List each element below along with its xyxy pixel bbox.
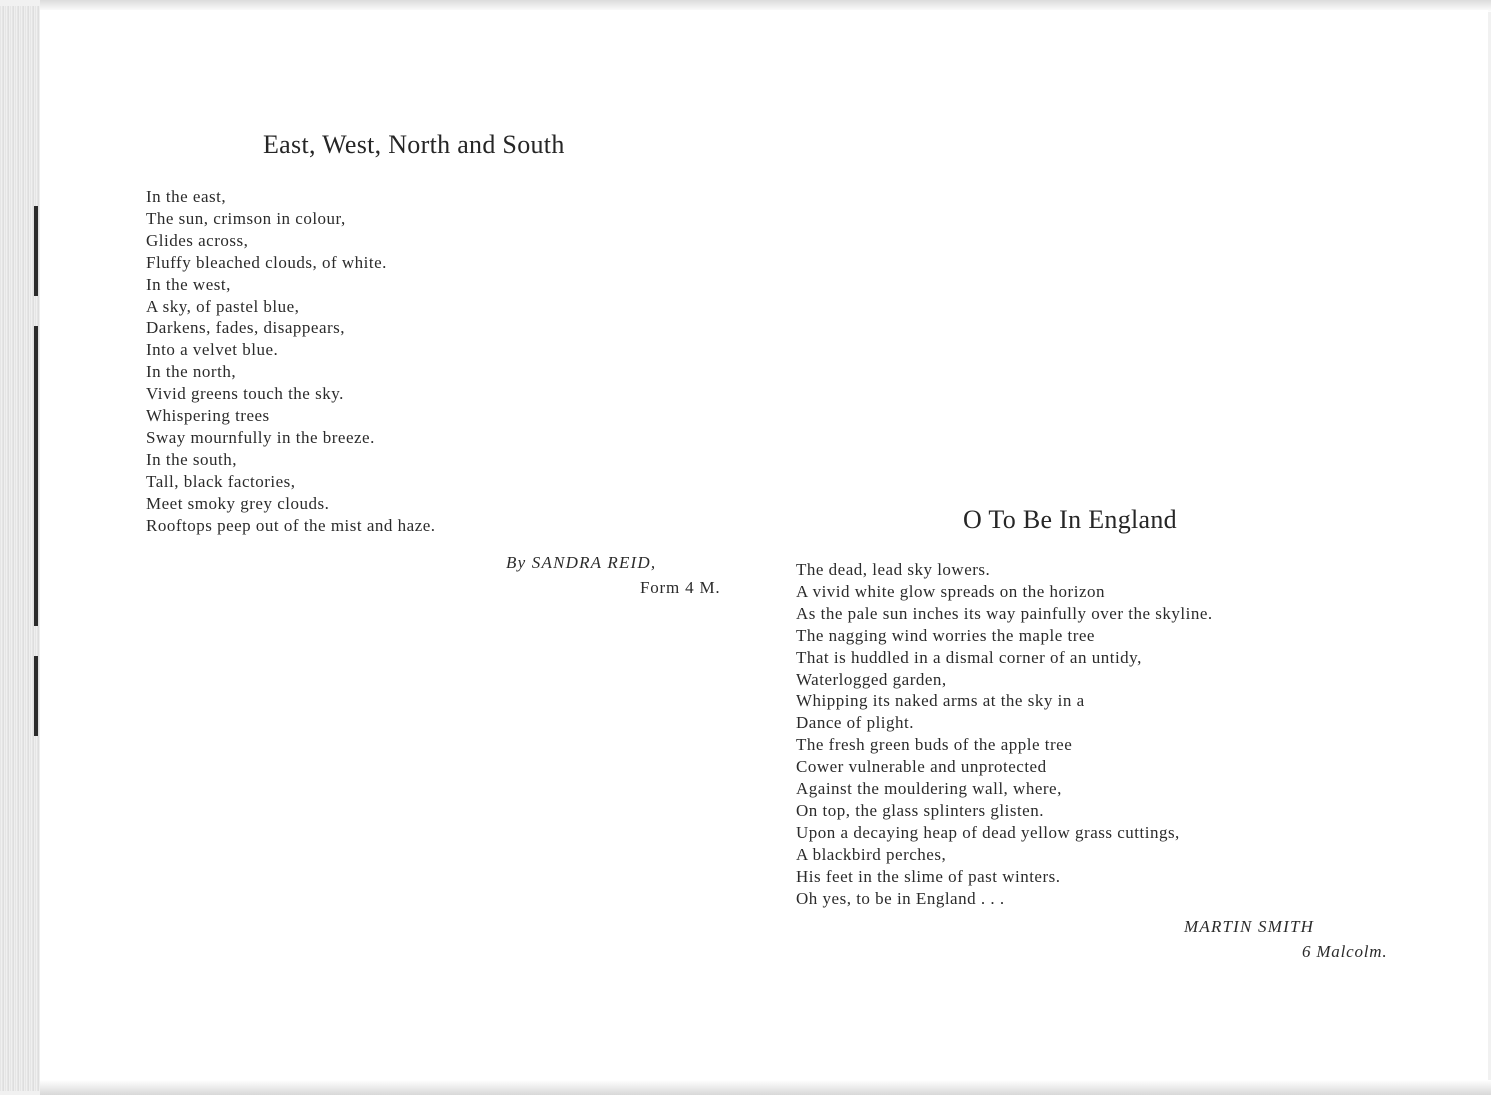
poem2-line: As the pale sun inches its way painfully over the skyline. — [796, 603, 1213, 623]
poem1-line: In the south, — [146, 449, 238, 469]
poem1-body — [146, 186, 436, 537]
page-bottom-shadow — [40, 1080, 1491, 1095]
poem2-line: The nagging wind worries the maple tree — [796, 625, 1095, 645]
poem1-line: Tall, black factories, — [146, 471, 296, 491]
poem1-line: In the west, — [146, 274, 231, 294]
poem1-line: In the east, — [146, 187, 227, 206]
poem1-line: Darkens, fades, disappears, — [146, 318, 346, 338]
poem1-line: A sky, of pastel blue, — [146, 296, 300, 316]
poem2-line: Dance of plight. — [796, 713, 914, 733]
poem2-line: Against the mouldering wall, where, — [796, 779, 1062, 799]
poem1-title: East, West, North and South — [263, 130, 565, 159]
poem2-line: Oh yes, to be in England . . . — [796, 888, 1005, 908]
page-edge-mark — [34, 326, 38, 626]
poem1-line: Into a velvet blue. — [146, 340, 279, 360]
poem1-line: Rooftops peep out of the mist and haze. — [146, 515, 436, 535]
poem2-form: 6 Malcolm. — [1302, 942, 1388, 961]
book-page-edge — [0, 6, 40, 1091]
poem2-line: Cower vulnerable and unprotected — [796, 757, 1047, 777]
poem1-line: In the north, — [146, 362, 237, 382]
poem1-line: Whispering trees — [146, 406, 270, 426]
poem1-author: By SANDRA REID, — [506, 553, 657, 572]
poem1-line: Fluffy bleached clouds, of white. — [146, 252, 387, 272]
poem2-line: The dead, lead sky lowers. — [796, 560, 991, 579]
poem2-line: Waterlogged garden, — [796, 669, 947, 689]
page-edge-mark — [34, 206, 38, 296]
poem2-body — [796, 559, 1213, 910]
poem1-line: Glides across, — [146, 230, 249, 250]
poem1-form: Form 4 M. — [640, 578, 721, 597]
poem2-line: Upon a decaying heap of dead yellow grass cuttings, — [796, 822, 1180, 842]
poem2-line: A blackbird perches, — [796, 844, 947, 864]
poem2-line: Whipping its naked arms at the sky in a — [796, 691, 1085, 711]
poem2-title: O To Be In England — [963, 505, 1177, 534]
poem2-line: On top, the glass splinters glisten. — [796, 800, 1044, 820]
poem2-line: A vivid white glow spreads on the horizon — [796, 581, 1105, 601]
page-edge-mark — [34, 656, 38, 736]
poem1-line: The sun, crimson in colour, — [146, 208, 346, 228]
poem1-line: Meet smoky grey clouds. — [146, 493, 330, 513]
poem1-line: Vivid greens touch the sky. — [146, 384, 344, 404]
poem2-author: MARTIN SMITH — [1184, 917, 1315, 936]
poem2-line: His feet in the slime of past winters. — [796, 866, 1061, 886]
poem2-line: That is huddled in a dismal corner of an untidy, — [796, 647, 1142, 667]
poem2-line: The fresh green buds of the apple tree — [796, 735, 1073, 755]
poem1-line: Sway mournfully in the breeze. — [146, 427, 375, 447]
